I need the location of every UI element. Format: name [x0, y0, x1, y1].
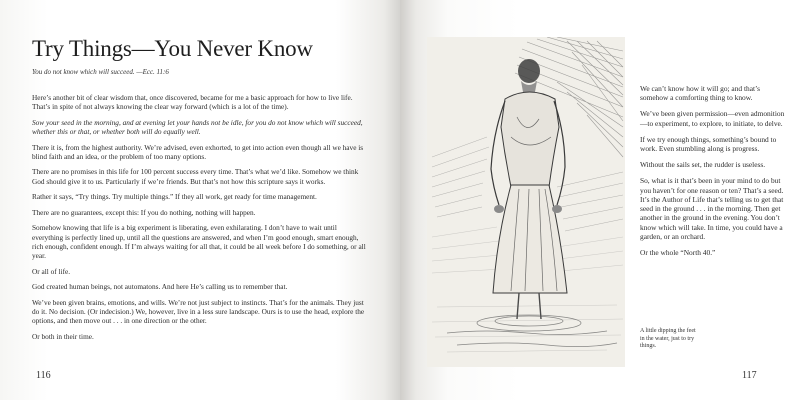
page-title: Try Things—You Never Know — [32, 36, 313, 61]
side-paragraph: So, what is it that’s been in your mind to do but you haven’t for one reason or ten? That’s a seed. It’s the Author of Life that’s telling us to get that seed in the ground . . . in the morning. Then get another in the ground in the evening. You don’t know which will take. In time, you could have a garden, or an orchard. — [640, 176, 784, 242]
paragraph: There are no guarantees, except this: If you do nothing, nothing will happen. — [32, 207, 256, 217]
paragraph: There it is, from the highest authority. We’re advised, even exhorted, to get into action even though all we have is blind faith and an idea, or the problem of too many options. — [32, 142, 364, 161]
epigraph: You do not know which will succeed. —Ecc. 11:6 — [32, 68, 169, 76]
image-caption: A little dipping the feet in the water, just to try things. — [640, 328, 696, 350]
side-paragraph: If we try enough things, something’s bound to work. Even stumbling along is progress. — [640, 134, 777, 154]
side-text — [640, 84, 788, 264]
side-paragraph: Without the sails set, the rudder is useless. — [640, 160, 766, 170]
page-number-left: 116 — [36, 370, 51, 381]
body-text — [32, 93, 368, 347]
side-paragraph: We can’t know how it will go; and that’s somehow a comforting thing to know. — [640, 84, 760, 103]
paragraph: We’ve been given brains, emotions, and wills. We’re not just subject to instincts. That’s for the animals. They just do it. No decision. (Or indecision.) We, however, live in a less sure landscape. Ours is to use the head, explore the options, and then move out . . . in one direction or the other. — [32, 297, 365, 326]
pencil-sketch-woman-wading-icon — [427, 37, 625, 367]
paragraph: Or all of life. — [32, 266, 71, 276]
paragraph: Here’s another bit of clear wisdom that, once discovered, became for me a basic approach for how to live life. That’s in spite of not always knowing the clear way forward (which is a lot of the time). — [32, 93, 353, 112]
page-number-right: 117 — [742, 370, 757, 381]
paragraph: There are no promises in this life for 100 percent success every time. That’s what we’d like. Somehow we think God should give it to us. Particularly if we’re friends. But that’s not how this scripture says it works. — [32, 167, 359, 186]
paragraph: God created human beings, not automatons. And here He’s calling us to remember that. — [32, 282, 288, 292]
paragraph: Somehow knowing that life is a big experiment is liberating, even exhilarating. I don’t have to wait until everything is perfectly lined up, until all the questions are answered, and when I’m good enough, smart enough, rich enough, confident enough. If I’m always waiting for all that, it could be all week before I do something, or all year. — [32, 223, 366, 260]
side-paragraph: We’ve been given permission—even admonition—to experiment, to explore, to initiate, to delve. — [640, 109, 785, 128]
scripture-verse: Sow your seed in the morning, and at evening let your hands not be idle, for you do not know which will succeed, whether this or that, or whether both will do equally well. — [32, 117, 363, 136]
paragraph: Rather it says, “Try things. Try multiple things.” If they all work, get ready for time management. — [32, 192, 317, 202]
side-paragraph: Or the whole “North 40.” — [640, 248, 716, 258]
paragraph: Or both in their time. — [32, 331, 94, 341]
